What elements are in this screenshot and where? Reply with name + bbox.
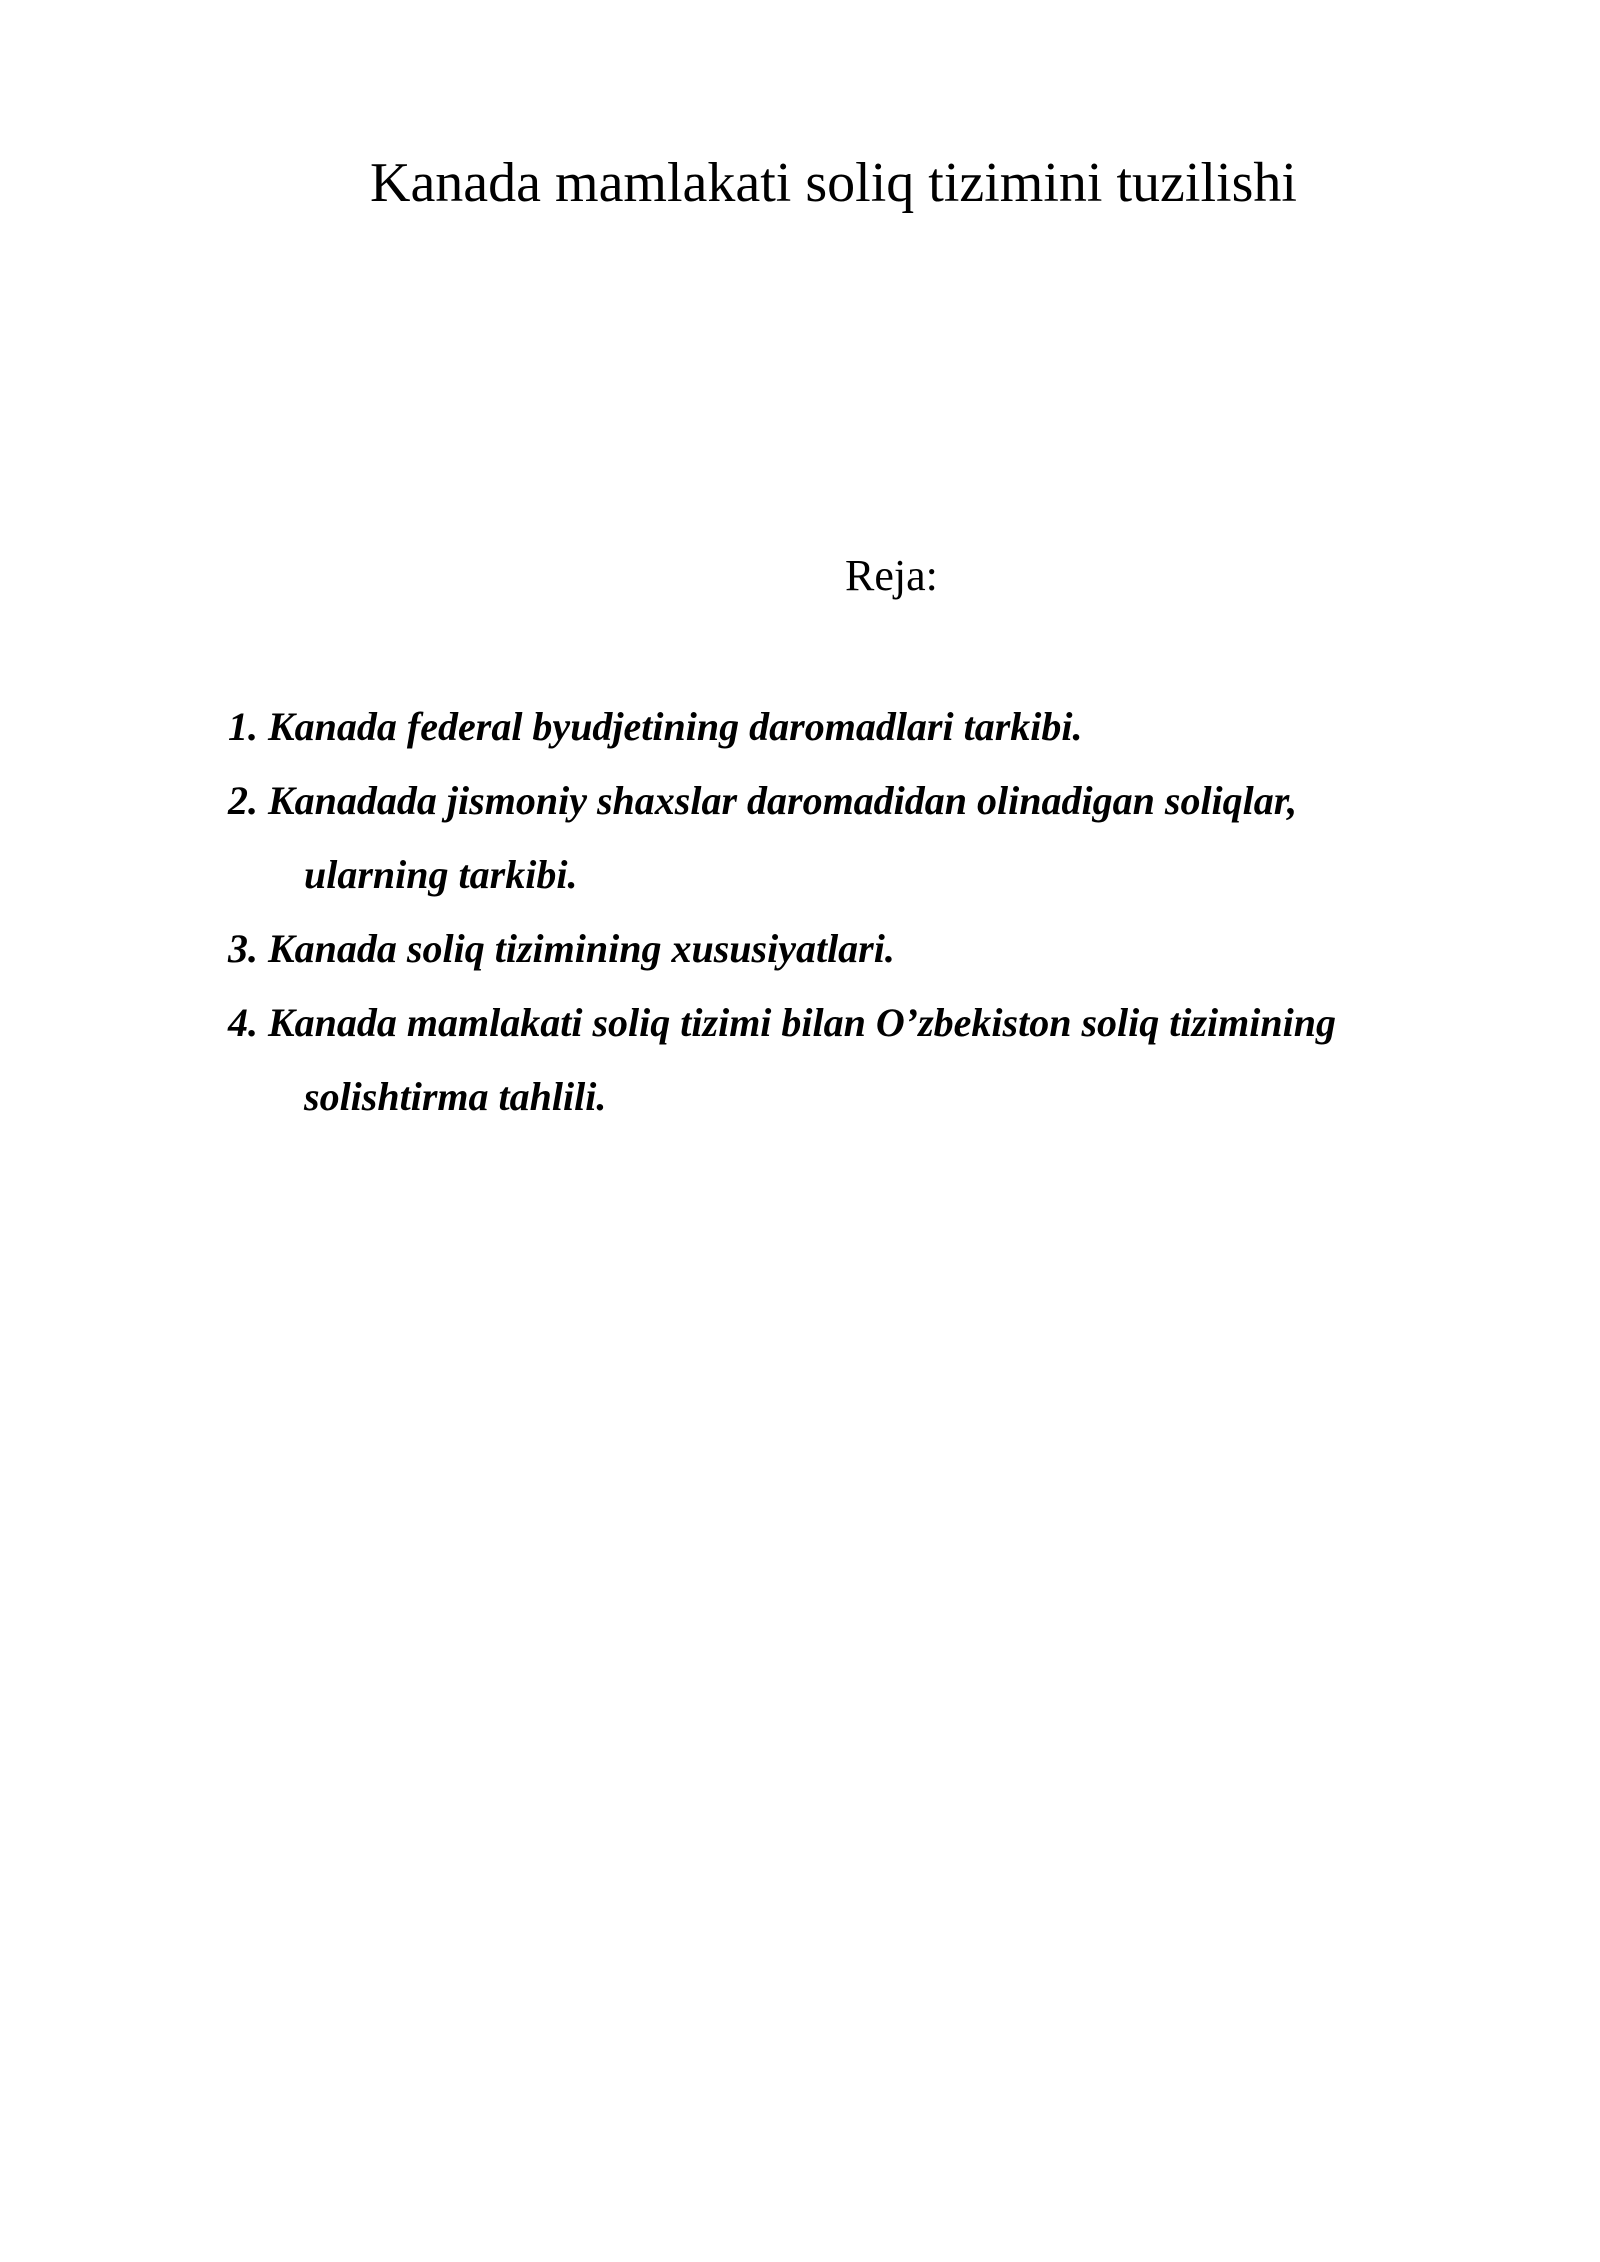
plan-item-number: 1.	[228, 704, 258, 749]
plan-heading: Reja:	[845, 551, 938, 600]
plan-item-number: 3.	[228, 926, 258, 971]
plan-item-number: 2.	[228, 778, 258, 823]
plan-item-text-continuation: ularning tarkibi.	[304, 852, 578, 897]
plan-item-text: Kanadada jismoniy shaxslar daromadidan olinadigan soliqlar,	[268, 778, 1298, 823]
plan-item-2	[228, 764, 1478, 912]
plan-item-1	[228, 690, 1478, 764]
document-title: Kanada mamlakati soliq tizimini tuzilishi	[370, 152, 1297, 214]
plan-item-text-continuation: solishtirma tahlili.	[304, 1074, 607, 1119]
plan-item-number: 4.	[228, 1000, 258, 1045]
plan-item-text: Kanada mamlakati soliq tizimi bilan O’zbekiston soliq tizimining	[268, 1000, 1336, 1045]
plan-item-4	[228, 986, 1478, 1134]
plan-item-text: Kanada federal byudjetining daromadlari tarkibi.	[268, 704, 1083, 749]
plan-list	[228, 690, 1478, 1134]
plan-item-3	[228, 912, 1478, 986]
plan-item-text: Kanada soliq tizimining xususiyatlari.	[268, 926, 895, 971]
